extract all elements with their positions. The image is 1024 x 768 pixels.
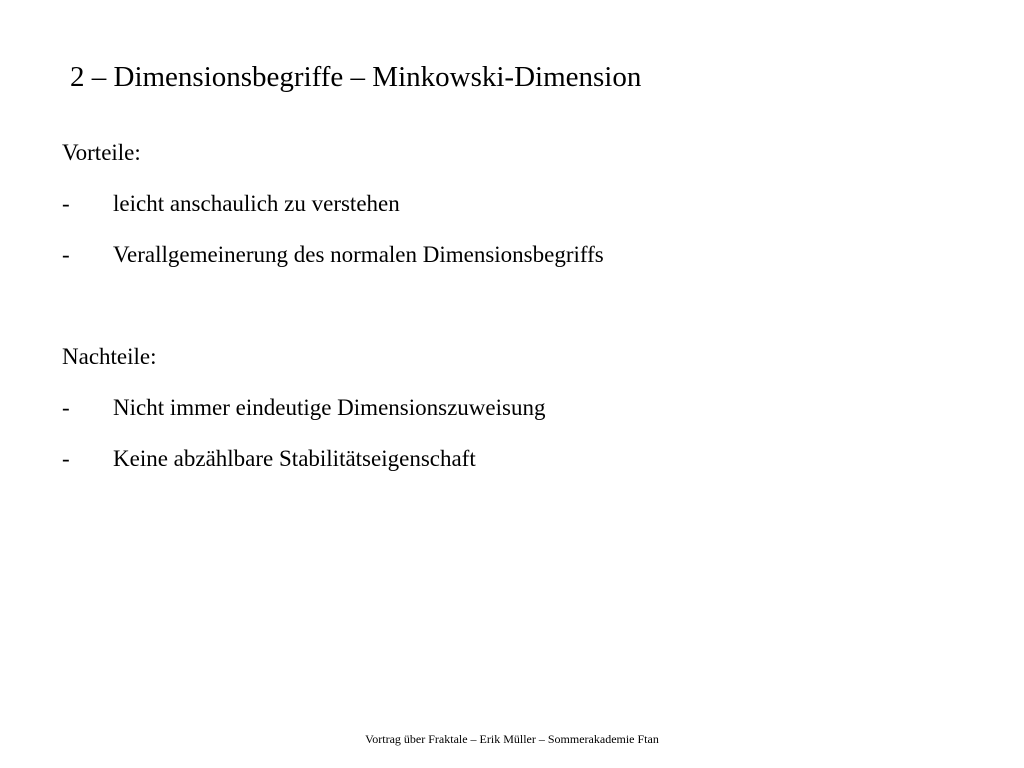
advantage-text: Verallgemeinerung des normalen Dimensionsbegriffs [113,242,604,267]
disadvantage-text: Nicht immer eindeutige Dimensionszuweisung [113,395,546,420]
bullet-dash: - [62,242,70,267]
advantage-item [62,189,962,219]
section-spacer [62,291,962,342]
disadvantage-text: Keine abzählbare Stabilitätseigenschaft [113,446,476,471]
bullet-dash: - [62,446,70,471]
disadvantage-item [62,393,962,423]
advantage-item [62,240,962,270]
slide-body [62,138,962,495]
bullet-dash: - [62,191,70,216]
advantage-text: leicht anschaulich zu verstehen [113,191,400,216]
slide-footer: Vortrag über Fraktale – Erik Müller – Sommerakademie Ftan [365,732,659,746]
advantages-heading: Vorteile: [62,140,141,165]
disadvantage-item [62,444,962,474]
slide-title: 2 – Dimensionsbegriffe – Minkowski-Dimension [70,61,642,93]
disadvantages-heading: Nachteile: [62,344,157,369]
bullet-dash: - [62,395,70,420]
